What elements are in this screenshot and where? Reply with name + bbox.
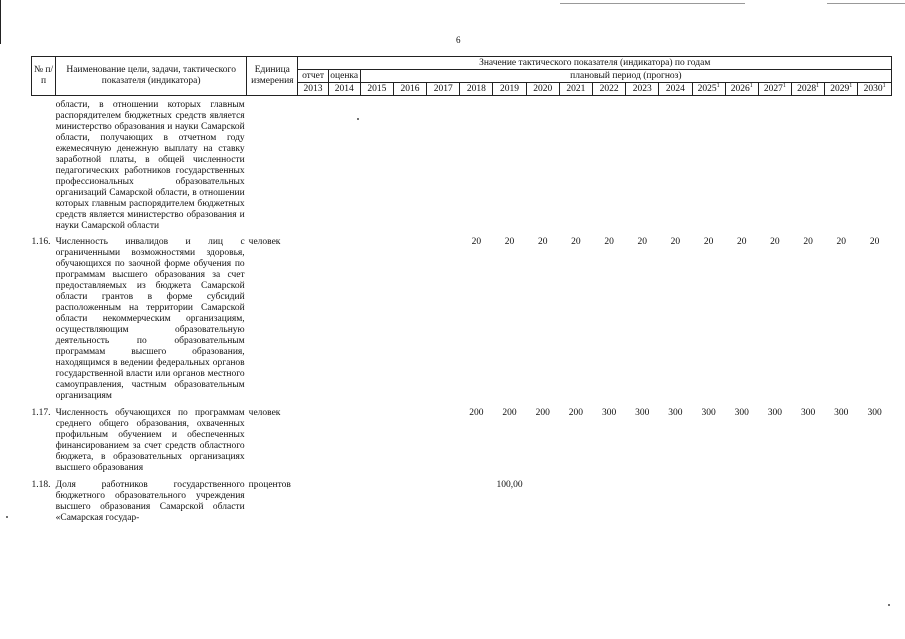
indicator-value (427, 96, 460, 235)
year-footnote: 1 (782, 82, 786, 89)
indicator-value (360, 405, 393, 477)
table-body (32, 96, 892, 525)
top-rule-left (560, 3, 745, 4)
table-row (32, 96, 892, 235)
table-row (32, 405, 892, 477)
indicator-value (858, 96, 892, 235)
indicator-value (298, 234, 328, 405)
indicator-value: 300 (668, 408, 683, 418)
year-text: 2027 (763, 83, 783, 94)
indicator-value (328, 234, 360, 405)
header-planned: плановый период (прогноз) (360, 70, 891, 83)
header-year-footnoted (725, 83, 758, 96)
indicator-value (328, 477, 360, 524)
indicator-value: 200 (568, 408, 584, 418)
header-year-footnoted (858, 83, 892, 96)
indicator-value (298, 405, 328, 477)
indicator-name: области, в отношении которых главным распорядителем бюджетных средств является министерство образования и науки Самарской области, получающих в отчетном году ежемесячную денежную выплату на ставку заработной платы, в общей численности педагогических работников государственных профессиональных образовательных организаций Самарской области, в отношении которых главным распорядителем бюджетных средств является министерство образования и науки Самарской области (55, 100, 245, 231)
indicator-value (526, 96, 559, 235)
indicator-value: 200 (535, 408, 550, 418)
header-year: 2020 (526, 83, 559, 96)
indicator-value: 300 (601, 408, 617, 418)
indicator-name: Численность инвалидов и лиц с ограниченными возможностями здоровья, обучающихся по заочной форме обучения по программам высшего образования за счет предоставляемых из бюджета Самарской области грантов в форме субсидий расположенным на территории Самарской области некоммерческим организациям, осуществляющим образовательную деятельность по образовательным программам высшего образования, находящимся в ведении федеральных органов государственной власти или органов местного самоуправления, частным образовательным организациям (55, 237, 245, 401)
indicator-value: 20 (770, 237, 780, 247)
indicator-value: 20 (504, 237, 515, 247)
indicator-value (360, 477, 393, 524)
year-text: 2029 (830, 83, 850, 94)
scan-speck (6, 516, 8, 518)
indicator-value: 20 (836, 237, 847, 247)
indicator-value: 20 (670, 237, 681, 247)
indicator-value (559, 96, 592, 235)
year-text: 2028 (797, 83, 817, 94)
indicator-value: 20 (737, 237, 747, 247)
indicator-value (460, 96, 493, 235)
indicator-name: Доля работников государственного бюджетного образовательного учреждения высшего образования Самарской области «Самарская государ- (55, 480, 245, 523)
year-footnote: 1 (716, 82, 720, 89)
indicator-value (393, 477, 426, 524)
year-footnote: 1 (749, 82, 753, 89)
indicator-value (393, 234, 426, 405)
indicator-unit (247, 96, 298, 235)
indicator-value (692, 477, 725, 524)
indicator-value (592, 477, 625, 524)
indicator-value (298, 477, 328, 524)
header-year-footnoted (825, 83, 858, 96)
indicator-value (659, 96, 692, 235)
header-year: 2023 (626, 83, 659, 96)
row-number: 1.18. (31, 480, 51, 490)
header-year: 2019 (493, 83, 526, 96)
row-number (32, 96, 56, 235)
indicator-value: 200 (469, 408, 484, 418)
indicator-value (427, 234, 460, 405)
indicator-value: 300 (767, 408, 783, 418)
indicator-value: 300 (834, 408, 849, 418)
year-footnote: 1 (849, 82, 853, 89)
indicator-value: 300 (867, 408, 882, 418)
indicator-value: 20 (471, 237, 482, 247)
header-report: отчет (298, 70, 328, 83)
row-number: 1.17. (31, 408, 51, 418)
indicator-value: 300 (701, 408, 716, 418)
indicator-value (526, 477, 559, 524)
indicator-value (626, 477, 659, 524)
page-number: 6 (456, 35, 461, 45)
indicator-value: 300 (800, 408, 816, 418)
year-footnote: 1 (882, 82, 886, 89)
indicator-value (559, 477, 592, 524)
header-year-2013: 2013 (298, 83, 328, 96)
indicator-value: 20 (869, 237, 880, 247)
header-year-2014: 2014 (328, 83, 360, 96)
indicator-value (427, 477, 460, 524)
indicator-value (493, 96, 526, 235)
indicator-value (328, 96, 360, 235)
indicator-name: Численность обучающихся по программам среднего общего образования, охваченных профильным обучением и обеспеченных финансированием за счет средств областного бюджета, в образовательных организациях высшего образования (55, 408, 245, 473)
indicator-value (460, 477, 493, 524)
header-year: 2018 (460, 83, 493, 96)
indicator-value: 20 (803, 237, 813, 247)
indicator-value (758, 477, 791, 524)
header-unit: Единица измерения (247, 57, 298, 96)
indicator-value (758, 96, 791, 235)
header-name: Наименование цели, задачи, тактического показателя (индикатора) (56, 57, 247, 96)
table-row (32, 234, 892, 405)
indicator-value (592, 96, 625, 235)
indicator-value: 20 (537, 237, 548, 247)
year-text: 2026 (730, 83, 750, 94)
indicator-value (725, 96, 758, 235)
top-rule-right (827, 3, 905, 4)
left-edge-line (0, 0, 1, 44)
table-row (32, 477, 892, 524)
header-year: 2022 (592, 83, 625, 96)
indicator-unit: человек (248, 237, 281, 247)
indicator-table (31, 56, 892, 524)
indicator-value: 20 (604, 237, 614, 247)
indicator-value: 300 (635, 408, 650, 418)
indicator-unit: человек (248, 408, 281, 418)
indicator-value (298, 96, 328, 235)
indicator-value (328, 405, 360, 477)
indicator-value: 200 (502, 408, 517, 418)
header-year-footnoted (692, 83, 725, 96)
header-values-group: Значение тактического показателя (индикатора) по годам (298, 57, 892, 70)
header-year-footnoted (758, 83, 791, 96)
row-number: 1.16. (31, 237, 51, 247)
header-estimate: оценка (328, 70, 360, 83)
year-text: 2030 (863, 83, 883, 94)
indicator-value: 300 (734, 408, 749, 418)
indicator-value (825, 96, 858, 235)
indicator-value: 20 (703, 237, 714, 247)
indicator-value (858, 477, 892, 524)
header-year-footnoted (792, 83, 825, 96)
indicator-value: 20 (571, 237, 581, 247)
year-footnote: 1 (816, 82, 820, 89)
indicator-value (825, 477, 858, 524)
indicator-value (692, 96, 725, 235)
indicator-value (393, 405, 426, 477)
header-year: 2024 (659, 83, 692, 96)
scan-speck (888, 604, 890, 606)
header-year: 2021 (559, 83, 592, 96)
header-num: № п/п (32, 57, 56, 96)
indicator-value (360, 96, 393, 235)
indicator-value: 20 (637, 237, 647, 247)
header-year: 2017 (427, 83, 460, 96)
header-year: 2015 (360, 83, 393, 96)
indicator-value (725, 477, 758, 524)
indicator-value: 100,00 (496, 480, 523, 490)
indicator-value (427, 405, 460, 477)
indicator-value (360, 234, 393, 405)
year-text: 2025 (697, 83, 717, 94)
indicator-value (626, 96, 659, 235)
indicator-unit: процентов (248, 480, 291, 490)
indicator-value (792, 477, 825, 524)
indicator-value (393, 96, 426, 235)
header-year: 2016 (393, 83, 426, 96)
indicator-value (659, 477, 692, 524)
indicator-value (792, 96, 825, 235)
